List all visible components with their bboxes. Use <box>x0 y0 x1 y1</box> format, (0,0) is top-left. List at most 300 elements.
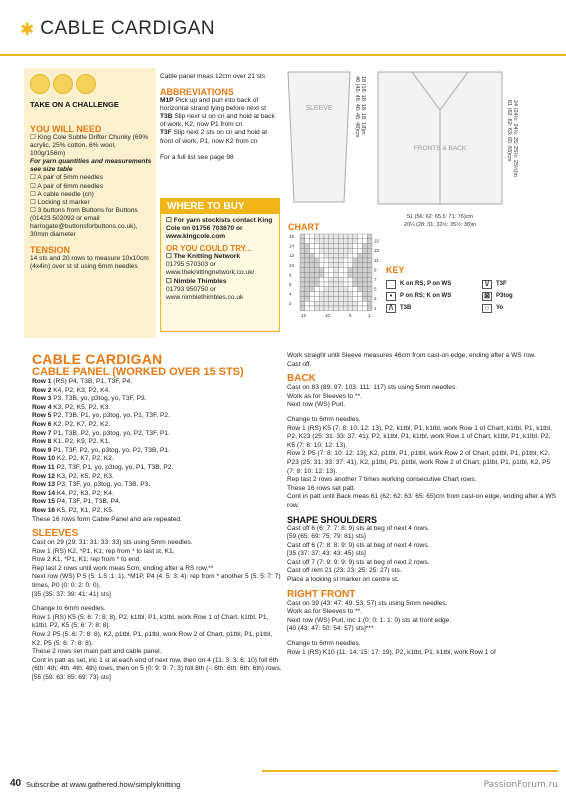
back-diagram <box>372 70 532 240</box>
chart-cell <box>353 263 358 268</box>
chart-cell <box>300 253 305 258</box>
chart-cell <box>310 272 315 277</box>
chart-cell <box>334 234 339 239</box>
chart-col-label: 1 <box>368 312 371 318</box>
chart-cell <box>334 282 339 287</box>
abbr-t3b: T3B Slip next st on cn and hold at back of work, K2, now P1 from cn <box>160 113 275 129</box>
chart-cell <box>305 239 310 244</box>
chart-cell <box>329 244 334 249</box>
back-line: Row 2 P5 (7: 8: 10: 12: 13), K2, p1tbl, P1, p1tbl, work Row 2 of Chart, p1tbl, P1, p1tbl, K2, P23 (25: 31: 33: 37: 41), K2, p1tbl, P1, p1tbl, work Row 2 of Chart, p1tbl, P1, p1tbl, K2, P5 (7: 8: 10: 12: 13). <box>287 450 551 475</box>
chart-row-label: 7 <box>374 277 377 282</box>
cable-row: Row 2 K4, P2, K3, P2, K4. <box>32 386 111 394</box>
chart-cell <box>362 244 367 249</box>
info-panel <box>24 68 156 338</box>
chart-cell <box>334 296 339 301</box>
chart-cell <box>348 244 353 249</box>
chart-cell <box>300 244 305 249</box>
sleeve-finish-line: Work straight until Sleeve measures 46cm from cast-on edge, ending after a WS row. <box>287 352 536 359</box>
chart-cell <box>310 244 315 249</box>
chart-cell <box>338 306 343 311</box>
chart-cell <box>324 301 329 306</box>
chart-cell <box>314 258 319 263</box>
key-item: ⊠ P3tog <box>482 290 546 302</box>
back-line: Rep last 2 rows another 7 times working consecutive Chart rows. <box>287 476 477 484</box>
chart-cell <box>305 292 310 297</box>
chart-cell <box>338 296 343 301</box>
abbreviations-col <box>160 73 280 162</box>
chart-cell <box>338 263 343 268</box>
chart-cell <box>338 244 343 249</box>
chart-cell <box>300 306 305 311</box>
chart-cell <box>353 239 358 244</box>
key-list <box>386 278 556 314</box>
chart-cell <box>334 272 339 277</box>
chart-cell <box>334 248 339 253</box>
where-heading: WHERE TO BUY <box>161 199 279 214</box>
sleeves-line: Row 1 (RS) K2, *P1, K1; rep from * to last st, K1. <box>32 547 175 555</box>
sleeves-line: Cont in patt as set, inc 1 st at each end of next row, then on 4 (11: 3: 3: 6: 10) foll 6th (6th: 4th: 4th: 4th: 4th) rows, then on 5 (0: 9: 9: 7: 3) foll 8th (-: 6th: 6th: 6th: 6th) rows. [55 (59: 63: 65: 69: 73) sts] <box>32 656 282 681</box>
sleeves-line: Row 2 P5 (5: 6: 7: 8: 8), K2, p1tbl, P1, p1tbl, work Row 2 of Chart, p1tbl, P1, p1tbl, K2, P5 (5: 6: 7: 8: 8). <box>32 631 273 647</box>
chart-cell <box>338 253 343 258</box>
chart-cell <box>324 234 329 239</box>
back-line: Change to 6mm needles. <box>287 415 361 423</box>
main-subtitle: CABLE PANEL (WORKED OVER 15 STS) <box>32 366 244 378</box>
chart-cell <box>300 234 305 239</box>
shape-heading: SHAPE SHOULDERS <box>287 514 378 525</box>
chart-cell <box>358 287 363 292</box>
cable-panel-meas: Cable panel meas 12cm over 21 sts <box>160 73 266 80</box>
chart-cell <box>362 277 367 282</box>
chart-row-label: 10 <box>289 262 295 268</box>
front-line: Next row (WS) Purl, inc 1 (0: 0: 1: 1: 0) sts at front edge. <box>287 616 452 624</box>
sleeves-line: Rep last 2 rows until work meas 5cm, ending after a RS row.** <box>32 564 214 572</box>
cable-row: Row 16 K5, P2, K1, P2, K5. <box>32 506 114 514</box>
chart-cell <box>334 306 339 311</box>
chart-cell <box>362 287 367 292</box>
chart-cell <box>310 292 315 297</box>
chart-cell <box>367 277 372 282</box>
chart-cell <box>367 296 372 301</box>
cable-row: Row 15 P4, T3F, P1, T3B, P4. <box>32 498 121 506</box>
cable-row: Row 10 K2, P2, K7, P2, K2. <box>32 455 114 463</box>
chart-cell <box>324 258 329 263</box>
need-item: ☐ A pair of 5mm needles <box>30 174 103 182</box>
chart-cell <box>362 258 367 263</box>
abbr-m1p: M1P Pick up and purl into back of horizontal strand lying before next st <box>160 97 266 113</box>
chart-cell <box>324 282 329 287</box>
chart-cell <box>319 306 324 311</box>
chart-cell <box>300 296 305 301</box>
chart-cell <box>358 253 363 258</box>
chart-cell <box>314 282 319 287</box>
or-try-heading: OR YOU COULD TRY... <box>166 244 252 254</box>
cable-rows <box>32 378 282 516</box>
instructions-col1 <box>32 352 282 683</box>
sleeve-label: SLEEVE <box>305 105 333 112</box>
chart-row-label: 16 <box>289 234 295 239</box>
chart-cell <box>367 292 372 297</box>
chart-cell <box>319 301 324 306</box>
abbr-t3f: T3F Slip next 2 sts on cn and hold at front of work, P1, now K2 from cn <box>160 129 268 145</box>
chart-cell <box>348 263 353 268</box>
chart-cell <box>319 292 324 297</box>
chart-row-label: 5 <box>374 286 377 292</box>
chart-cell <box>362 292 367 297</box>
chart-cell <box>358 258 363 263</box>
chart-cell <box>353 282 358 287</box>
chart-cell <box>305 296 310 301</box>
chart-cell <box>367 234 372 239</box>
chart-cell <box>343 292 348 297</box>
yarn-ball-icon <box>30 74 50 94</box>
subscribe-link[interactable]: Subscribe at www.gathered.how/simplyknitting <box>26 780 181 789</box>
yarn-ball-icon <box>53 74 73 94</box>
chart-cell <box>348 282 353 287</box>
chart-cell <box>314 248 319 253</box>
chart-cell <box>305 268 310 273</box>
chart-cell <box>319 296 324 301</box>
cable-row: Row 8 K1, P2, K9, P2, K1. <box>32 438 111 446</box>
sleeve-shape <box>288 72 350 202</box>
chart-cell <box>343 239 348 244</box>
back-width: 51 (56: 62: 65.5: 71: 76)cm <box>406 214 474 220</box>
sleeve-height: 46 (45: 46: 46: 46: 46)cm <box>354 76 360 138</box>
chart-grid <box>300 234 372 311</box>
chart-cell <box>329 234 334 239</box>
back-line: These 16 rows set patt. <box>287 484 356 492</box>
key-purl-symbol: • <box>386 292 396 301</box>
sleeves-heading: SLEEVES <box>32 528 79 540</box>
chart-cell <box>338 301 343 306</box>
chart-cell <box>348 234 353 239</box>
chart-cell <box>329 239 334 244</box>
need-item: ☐ A pair of 6mm needles <box>30 182 103 190</box>
chart-cell <box>319 253 324 258</box>
chart-cell <box>324 272 329 277</box>
chart-cell <box>319 282 324 287</box>
main-title: CABLE CARDIGAN <box>32 351 163 367</box>
chart-cell <box>338 282 343 287</box>
chart-cell <box>353 268 358 273</box>
sleeves-text <box>32 539 282 683</box>
chart-cell <box>343 306 348 311</box>
chart-cell <box>329 292 334 297</box>
chart-cell <box>358 301 363 306</box>
chart-cell <box>324 263 329 268</box>
chart-col-label: 10 <box>325 312 331 318</box>
chart-cell <box>314 292 319 297</box>
chart-cell <box>319 272 324 277</box>
chart-row-label: 9 <box>374 267 377 273</box>
back-label: FRONTS & BACK <box>413 145 467 152</box>
need-item: For yarn quantities and measurements see size table <box>30 158 152 174</box>
where-body <box>161 214 279 305</box>
footer <box>0 770 566 800</box>
chart-cell <box>319 244 324 249</box>
chart-cell <box>334 239 339 244</box>
back-line: Cont in patt until Back meas 61 (62: 62: 63: 65: 65)cm from cast-on edge, ending after a WS row. <box>287 493 557 509</box>
chart-cell <box>362 253 367 258</box>
chart-cell <box>334 263 339 268</box>
front-line: Work as for Sleeves to **. <box>287 608 363 616</box>
chart-cell <box>358 306 363 311</box>
sleeves-line: Next row (WS) P 5 (5: 1.5 :1: 1), *M1P, P4 (4: 5: 3: 4): rep from * another 5 (5: 5: 7: 7) times, P0 (0: 0: 2: 0: 0). <box>32 573 281 590</box>
chart-cell <box>329 282 334 287</box>
yarn-ball-icon <box>76 74 96 94</box>
shape-line: [35 (37: 37: 43: 43: 45) sts] <box>287 550 366 558</box>
chart-cell <box>314 306 319 311</box>
chart-cell <box>362 239 367 244</box>
chart-cell <box>334 258 339 263</box>
where-line3b: 01793 950750 or www.nimblethimbles.co.uk <box>166 285 244 301</box>
sleeves-line: Row 1 (RS) K5 (5: 6: 7: 8: 8), P2, k1tbl, P1, k1tbl, work Row 1 of Chart, k1tbl, P1, k1tbl, P2, K5 (5: 6: 7: 8: 8). <box>32 613 269 630</box>
chart-cell <box>358 272 363 277</box>
key-p3tog-symbol: ⊠ <box>482 292 492 301</box>
need-item: ☐ 3 buttons from Buttons for Buttons (01423 502092 or email harrogate@buttonsforbuttons.co.uk), 30mm diameter <box>30 206 138 239</box>
chart-cell <box>329 277 334 282</box>
back-height: 61 (62: 62: 63: 65: 65)cm <box>506 100 512 162</box>
cable-row: Row 11 P2, T3F, P1, yo, p3tog, yo, P1, T3B, P2. <box>32 463 174 471</box>
chart-cell <box>343 248 348 253</box>
chart-col-label: 15 <box>301 312 307 318</box>
chart-cell <box>305 248 310 253</box>
chart-cell <box>348 296 353 301</box>
chart-cell <box>358 239 363 244</box>
key-item: \/ T3F <box>482 278 546 290</box>
chart-cell <box>367 253 372 258</box>
cable-row: Row 13 P3, T3F, yo, p3tog, yo, T3B, P3. <box>32 481 151 489</box>
back-heading: BACK <box>287 373 316 385</box>
where-line1: ☐ For yarn stockists contact King Cole on 01756 703670 or www.kingcole.com <box>166 217 273 241</box>
shape-line: Place a locking st marker on centre st. <box>287 576 399 584</box>
chart-cell <box>310 301 315 306</box>
chart-cell <box>314 287 319 292</box>
chart-row-label: 6 <box>289 282 292 287</box>
chart-cell <box>314 277 319 282</box>
cable-row: Row 6 K2, P2, K7, P2, K2. <box>32 420 111 428</box>
chart-cell <box>358 296 363 301</box>
tension-text: 14 sts and 20 rows to measure 10x10cm (4x4in) over st st using 6mm needles <box>30 255 149 271</box>
chart-cell <box>358 277 363 282</box>
sleeve-height-in: 18 (18: 18: 18: 18: 18)in <box>360 76 366 135</box>
chart-cell <box>353 272 358 277</box>
yarn-balls <box>30 74 96 94</box>
key-item: • P on RS; K on WS <box>386 290 482 302</box>
chart-cell <box>329 248 334 253</box>
chart-row-label: 1 <box>374 305 377 311</box>
shape-line: Cast off 6 (7: 8: 8: 9: 9) sts at beg of next 4 rows. <box>287 541 430 549</box>
footer-rule <box>262 770 558 772</box>
chart-cell <box>348 306 353 311</box>
chart-cell <box>305 306 310 311</box>
chart-cell <box>362 272 367 277</box>
chart-cell <box>334 244 339 249</box>
chart-row-label: 8 <box>289 272 292 278</box>
chart-cell <box>305 244 310 249</box>
chart-cell <box>362 234 367 239</box>
chart-cell <box>338 272 343 277</box>
key-heading: KEY <box>386 265 405 275</box>
chart-cell <box>362 263 367 268</box>
chart-cell <box>343 258 348 263</box>
chart-cell <box>367 263 372 268</box>
chart-cell <box>348 268 353 273</box>
back-text <box>287 384 557 510</box>
chart-cell <box>334 292 339 297</box>
star-icon: ✱ <box>20 19 35 39</box>
shape-line: Cast off 6 (6: 7: 7: 8: 9) sts at beg of next 4 rows. <box>287 524 430 532</box>
chart-cell <box>338 287 343 292</box>
chart-cell <box>310 263 315 268</box>
cable-row: Row 3 P3, T3B, yo, p3tog, yo, T3F, P3. <box>32 395 147 403</box>
chart-cell <box>348 253 353 258</box>
chart-cell <box>319 258 324 263</box>
abbreviations-heading: ABBREVIATIONS <box>160 87 234 98</box>
chart-row-label: 15 <box>374 238 380 244</box>
chart-cell <box>343 234 348 239</box>
chart-cell <box>343 301 348 306</box>
key-yo-symbol: ○ <box>482 304 492 313</box>
chart-cell <box>300 287 305 292</box>
chart-cell <box>305 258 310 263</box>
chart-cell <box>353 244 358 249</box>
chart-cell <box>353 306 358 311</box>
chart-cell <box>329 258 334 263</box>
shape-line: Cast off 7 (7: 9: 9: 9: 9) sts at beg of next 2 rows. <box>287 558 430 566</box>
sleeve-finish <box>287 352 557 369</box>
chart-row-label: 2 <box>289 301 292 307</box>
chart-cell <box>358 292 363 297</box>
chart-cell <box>353 296 358 301</box>
chart-row-label: 11 <box>374 257 379 263</box>
back-line: Row 1 (RS) K5 (7: 8: 10: 12: 13), P2, k1tbl, P1, k1tbl, work Row 1 of Chart, k1tbl, P1, k1tbl, P2, K23 (25: 31: 33: 37: 41), P2, k1tbl, P1, k1tbl, work Row 1 of Chart, k1tbl, P1, k1tbl, P2, K5 (7: 8: 10: 12: 13). <box>287 424 552 449</box>
chart-cell <box>310 234 315 239</box>
chart-cell <box>310 253 315 258</box>
chart-cell <box>310 258 315 263</box>
chart-cell <box>300 263 305 268</box>
chart-cell <box>348 239 353 244</box>
chart-cell <box>310 306 315 311</box>
chart-cell <box>362 248 367 253</box>
chart-cell <box>343 263 348 268</box>
page-header <box>0 0 566 60</box>
chart-cell <box>343 268 348 273</box>
chart-cell <box>338 258 343 263</box>
need-item: ☐ A cable needle (cn) <box>30 190 94 198</box>
chart-cell <box>324 244 329 249</box>
key-item: /\ T3B <box>386 302 482 314</box>
chart-cell <box>305 277 310 282</box>
chart-cell <box>319 277 324 282</box>
need-item: ☐ Locking st marker <box>30 198 90 206</box>
chart-cell <box>310 296 315 301</box>
cable-row: Row 14 K4, P2, K3, P2, K4. <box>32 489 114 497</box>
chart-cell <box>319 234 324 239</box>
chart-cell <box>324 239 329 244</box>
chart-cell <box>300 248 305 253</box>
cable-row: Row 7 P1, T3B, P2, yo, p3tog, yo, P2, T3F, P1. <box>32 429 170 437</box>
chart-cell <box>358 282 363 287</box>
chart-cell <box>324 306 329 311</box>
key-t3b-symbol: /\ <box>386 304 396 313</box>
cable-row: Row 9 P1, T3F, P2, yo, p3tog, yo, P2, T3B, P1. <box>32 446 170 454</box>
key-knit-symbol <box>386 280 396 289</box>
chart-cell <box>353 253 358 258</box>
chart-cell <box>324 287 329 292</box>
chart-cell <box>314 239 319 244</box>
chart-cell <box>338 268 343 273</box>
chart-cell <box>367 258 372 263</box>
chart-cell <box>367 272 372 277</box>
chart-cell <box>310 239 315 244</box>
front-line: Row 1 (RS) K10 (11: 14: 15: 17: 19), P2, k1tbl, P1, k1tbl, work Row 1 of <box>287 648 496 656</box>
chart-cell <box>362 282 367 287</box>
chart-cell <box>300 301 305 306</box>
page-title: CABLE CARDIGAN <box>40 18 216 39</box>
chart-cell <box>310 277 315 282</box>
chart-cell <box>353 277 358 282</box>
chart-cell <box>305 234 310 239</box>
chart-cell <box>367 248 372 253</box>
chart-cell <box>358 234 363 239</box>
chart-cell <box>353 287 358 292</box>
chart-cell <box>319 287 324 292</box>
chart-cell <box>334 253 339 258</box>
chart-cell <box>348 277 353 282</box>
chart-cell <box>324 268 329 273</box>
where-line2b: 01795 570303 or www.theknittingnetwork.co.uk/ <box>166 261 255 277</box>
chart-cell <box>343 287 348 292</box>
rows-note: These 16 rows form Cable Panel and are repeated. <box>32 515 182 523</box>
chart-row-label: 12 <box>289 253 295 259</box>
chart-cell <box>310 287 315 292</box>
chart-cell <box>358 244 363 249</box>
chart-cell <box>358 268 363 273</box>
back-line: Cast on 83 (89: 97: 103: 111: 117) sts using 5mm needles. <box>287 384 458 392</box>
chart-cell <box>314 263 319 268</box>
chart-cell <box>319 263 324 268</box>
chart-heading: CHART <box>288 222 320 232</box>
chart-cell <box>314 244 319 249</box>
chart-cell <box>314 253 319 258</box>
front-line: [40 (43: 47: 50: 54: 57) sts]*** <box>287 625 374 633</box>
chart-cell <box>329 263 334 268</box>
chart-cell <box>353 301 358 306</box>
front-heading: RIGHT FRONT <box>287 588 356 600</box>
chart-cell <box>314 268 319 273</box>
where-line3a: ☐ Nimble Thimbles <box>166 277 227 285</box>
chart-cell <box>334 277 339 282</box>
chart-cell <box>338 239 343 244</box>
chart-cell <box>338 234 343 239</box>
chart-cell <box>334 301 339 306</box>
key-item: K on RS; P on WS <box>386 278 482 290</box>
where-to-buy-box <box>160 198 280 332</box>
chart-cell <box>329 287 334 292</box>
chart-cell <box>305 282 310 287</box>
chart-cell <box>348 258 353 263</box>
instructions-col2 <box>287 352 557 657</box>
chart-cell <box>319 268 324 273</box>
chart-cell <box>300 282 305 287</box>
page-number: 40 <box>10 778 22 789</box>
chart-cell <box>348 272 353 277</box>
chart-col-label: 5 <box>349 312 352 318</box>
watermark: PassionForum.ru <box>483 780 558 790</box>
chart-cell <box>329 306 334 311</box>
sleeves-line: Change to 6mm needles. <box>32 605 106 613</box>
challenge-label: TAKE ON A CHALLENGE <box>30 100 119 109</box>
